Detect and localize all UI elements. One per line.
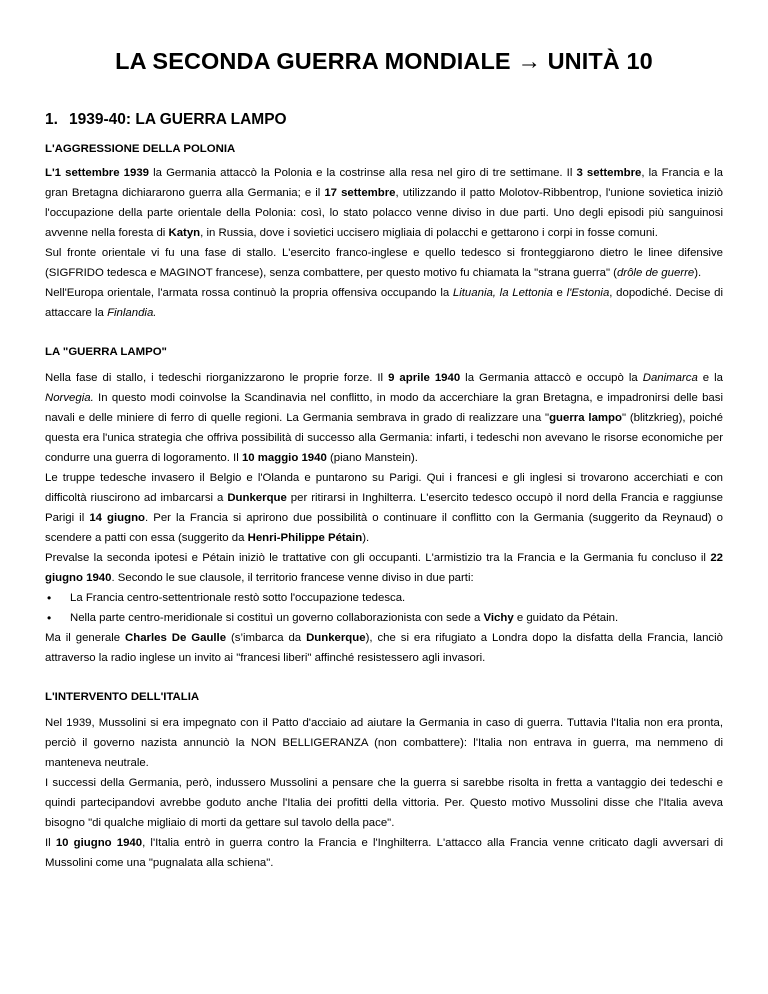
page-title: LA SECONDA GUERRA MONDIALE → UNITÀ 10 bbox=[115, 48, 653, 74]
bullet-list bbox=[45, 588, 723, 628]
list-item: • La Francia centro-settentrionale restò sotto l'occupazione tedesca. bbox=[45, 588, 723, 608]
paragraph: Le truppe tedesche invasero il Belgio e l'Olanda e puntarono su Parigi. Qui i francesi e gli inglesi si trovarono accerchiati e con difficoltà riuscirono ad imbarcarsi a Dunkerque per ritirarsi in Inghilterra. L'esercito tedesco occupò il nord della Francia e raggiunse Parigi il 14 giugno. Per la Francia si aprirono due possibilità o continuare il conflitto con la Germania (suggerito da Reynaud) o scendere a patti con essa (suggerito da Henri-Philippe Pétain). bbox=[45, 472, 723, 544]
paragraph: Il 10 giugno 1940, l'Italia entrò in guerra contro la Francia e l'Inghilterra. L'attacco alla Francia venne criticato dagli avversari di Mussolini come una "pugnalata alla schiena". bbox=[45, 837, 723, 869]
chapter-label: 1939-40: LA GUERRA LAMPO bbox=[69, 111, 287, 128]
paragraph: Nell'Europa orientale, l'armata rossa continuò la propria offensiva occupando la Lituania, la Lettonia e l'Estonia, dopodiché. Decise di attaccare la Finlandia. bbox=[45, 287, 724, 319]
section-heading-polonia: L'AGGRESSIONE DELLA POLONIA bbox=[45, 143, 236, 155]
paragraph: Sul fronte orientale vi fu una fase di stallo. L'esercito franco-inglese e quello tedesco si fronteggiarono dietro le linee difensive (SIGFRIDO tedesca e MAGINOT francese), senza combattere, per questo motivo fu chiamata la "strana guerra" (drôle de guerre). bbox=[45, 247, 723, 279]
section-heading-guerra-lampo: LA "GUERRA LAMPO" bbox=[45, 346, 167, 358]
paragraph: I successi della Germania, però, indussero Mussolini a pensare che la guerra si sarebbe risolta in fretta a vantaggio dei tedeschi e quindi partecipandovi avrebbe goduto anche l'Italia dei profitti della vittoria. Per. Questo motivo Mussolini disse che l'Italia aveva bisogno "di qualche migliaio di morti da gettare sul tavolo della pace". bbox=[45, 777, 723, 829]
section-heading-italia: L'INTERVENTO DELL'ITALIA bbox=[45, 691, 200, 703]
chapter-heading bbox=[45, 110, 723, 130]
chapter-number: 1. bbox=[45, 111, 58, 128]
paragraph: Nella fase di stallo, i tedeschi riorganizzarono le proprie forze. Il 9 aprile 1940 la Germania attaccò e occupò la Danimarca e la Norvegia. In questo modi coinvolse la Scandinavia nel conflitto, in modo da accerchiare la gran Bretagna, e impadronirsi delle basi navali e delle miniere di ferro di quelle regioni. La Germania sembrava in grado di realizzare una "guerra lampo" (blitzkrieg), poiché questa era l'unica strategia che offriva possibilità di successo alla Germania: infarti, i tedeschi non avevano le risorse economiche per condurre una guerra di logoramento. Il 10 maggio 1940 (piano Manstein). bbox=[45, 372, 723, 464]
paragraph: Nel 1939, Mussolini si era impegnato con il Patto d'acciaio ad aiutare la Germania in caso di guerra. Tuttavia l'Italia non era pronta, perciò il governo nazista annunciò la NON BELLIGERANZA (non combattere): l'Italia non entrava in guerra, ma nemmeno di manteneva neutrale. bbox=[45, 717, 723, 769]
paragraph: Ma il generale Charles De Gaulle (s’imbarca da Dunkerque), che si era rifugiato a Londra dopo la disfatta della Francia, lanciò attraverso la radio inglese un invito ai "francesi liberi" affinché resistessero agli invasori. bbox=[45, 632, 723, 664]
list-item: • Nella parte centro-meridionale si costituì un governo collaborazionista con sede a Vichy e guidato da Pétain. bbox=[45, 608, 723, 628]
paragraph: Prevalse la seconda ipotesi e Pétain iniziò le trattative con gli occupanti. L'armistizio tra la Francia e la Germania fu concluso il 22 giugno 1940. Secondo le sue clausole, il territorio francese venne diviso in due parti: bbox=[45, 552, 723, 584]
paragraph: L'1 settembre 1939 la Germania attaccò la Polonia e la costrinse alla resa nel giro di tre settimane. Il 3 settembre, la Francia e la gran Bretagna dichiararono guerra alla Germania; e il 17 settembre, utilizzando il patto Molotov-Ribbentrop, l'unione sovietica iniziò l'occupazione della parte orientale della Polonia: così, lo stato polacco venne diviso in due parti. Uno degli episodi più sanguinosi avvenne nella foresta di Katyn, in Russia, dove i sovietici uccisero migliaia di polacchi e gettarono i corpi in fosse comuni. bbox=[45, 167, 723, 239]
